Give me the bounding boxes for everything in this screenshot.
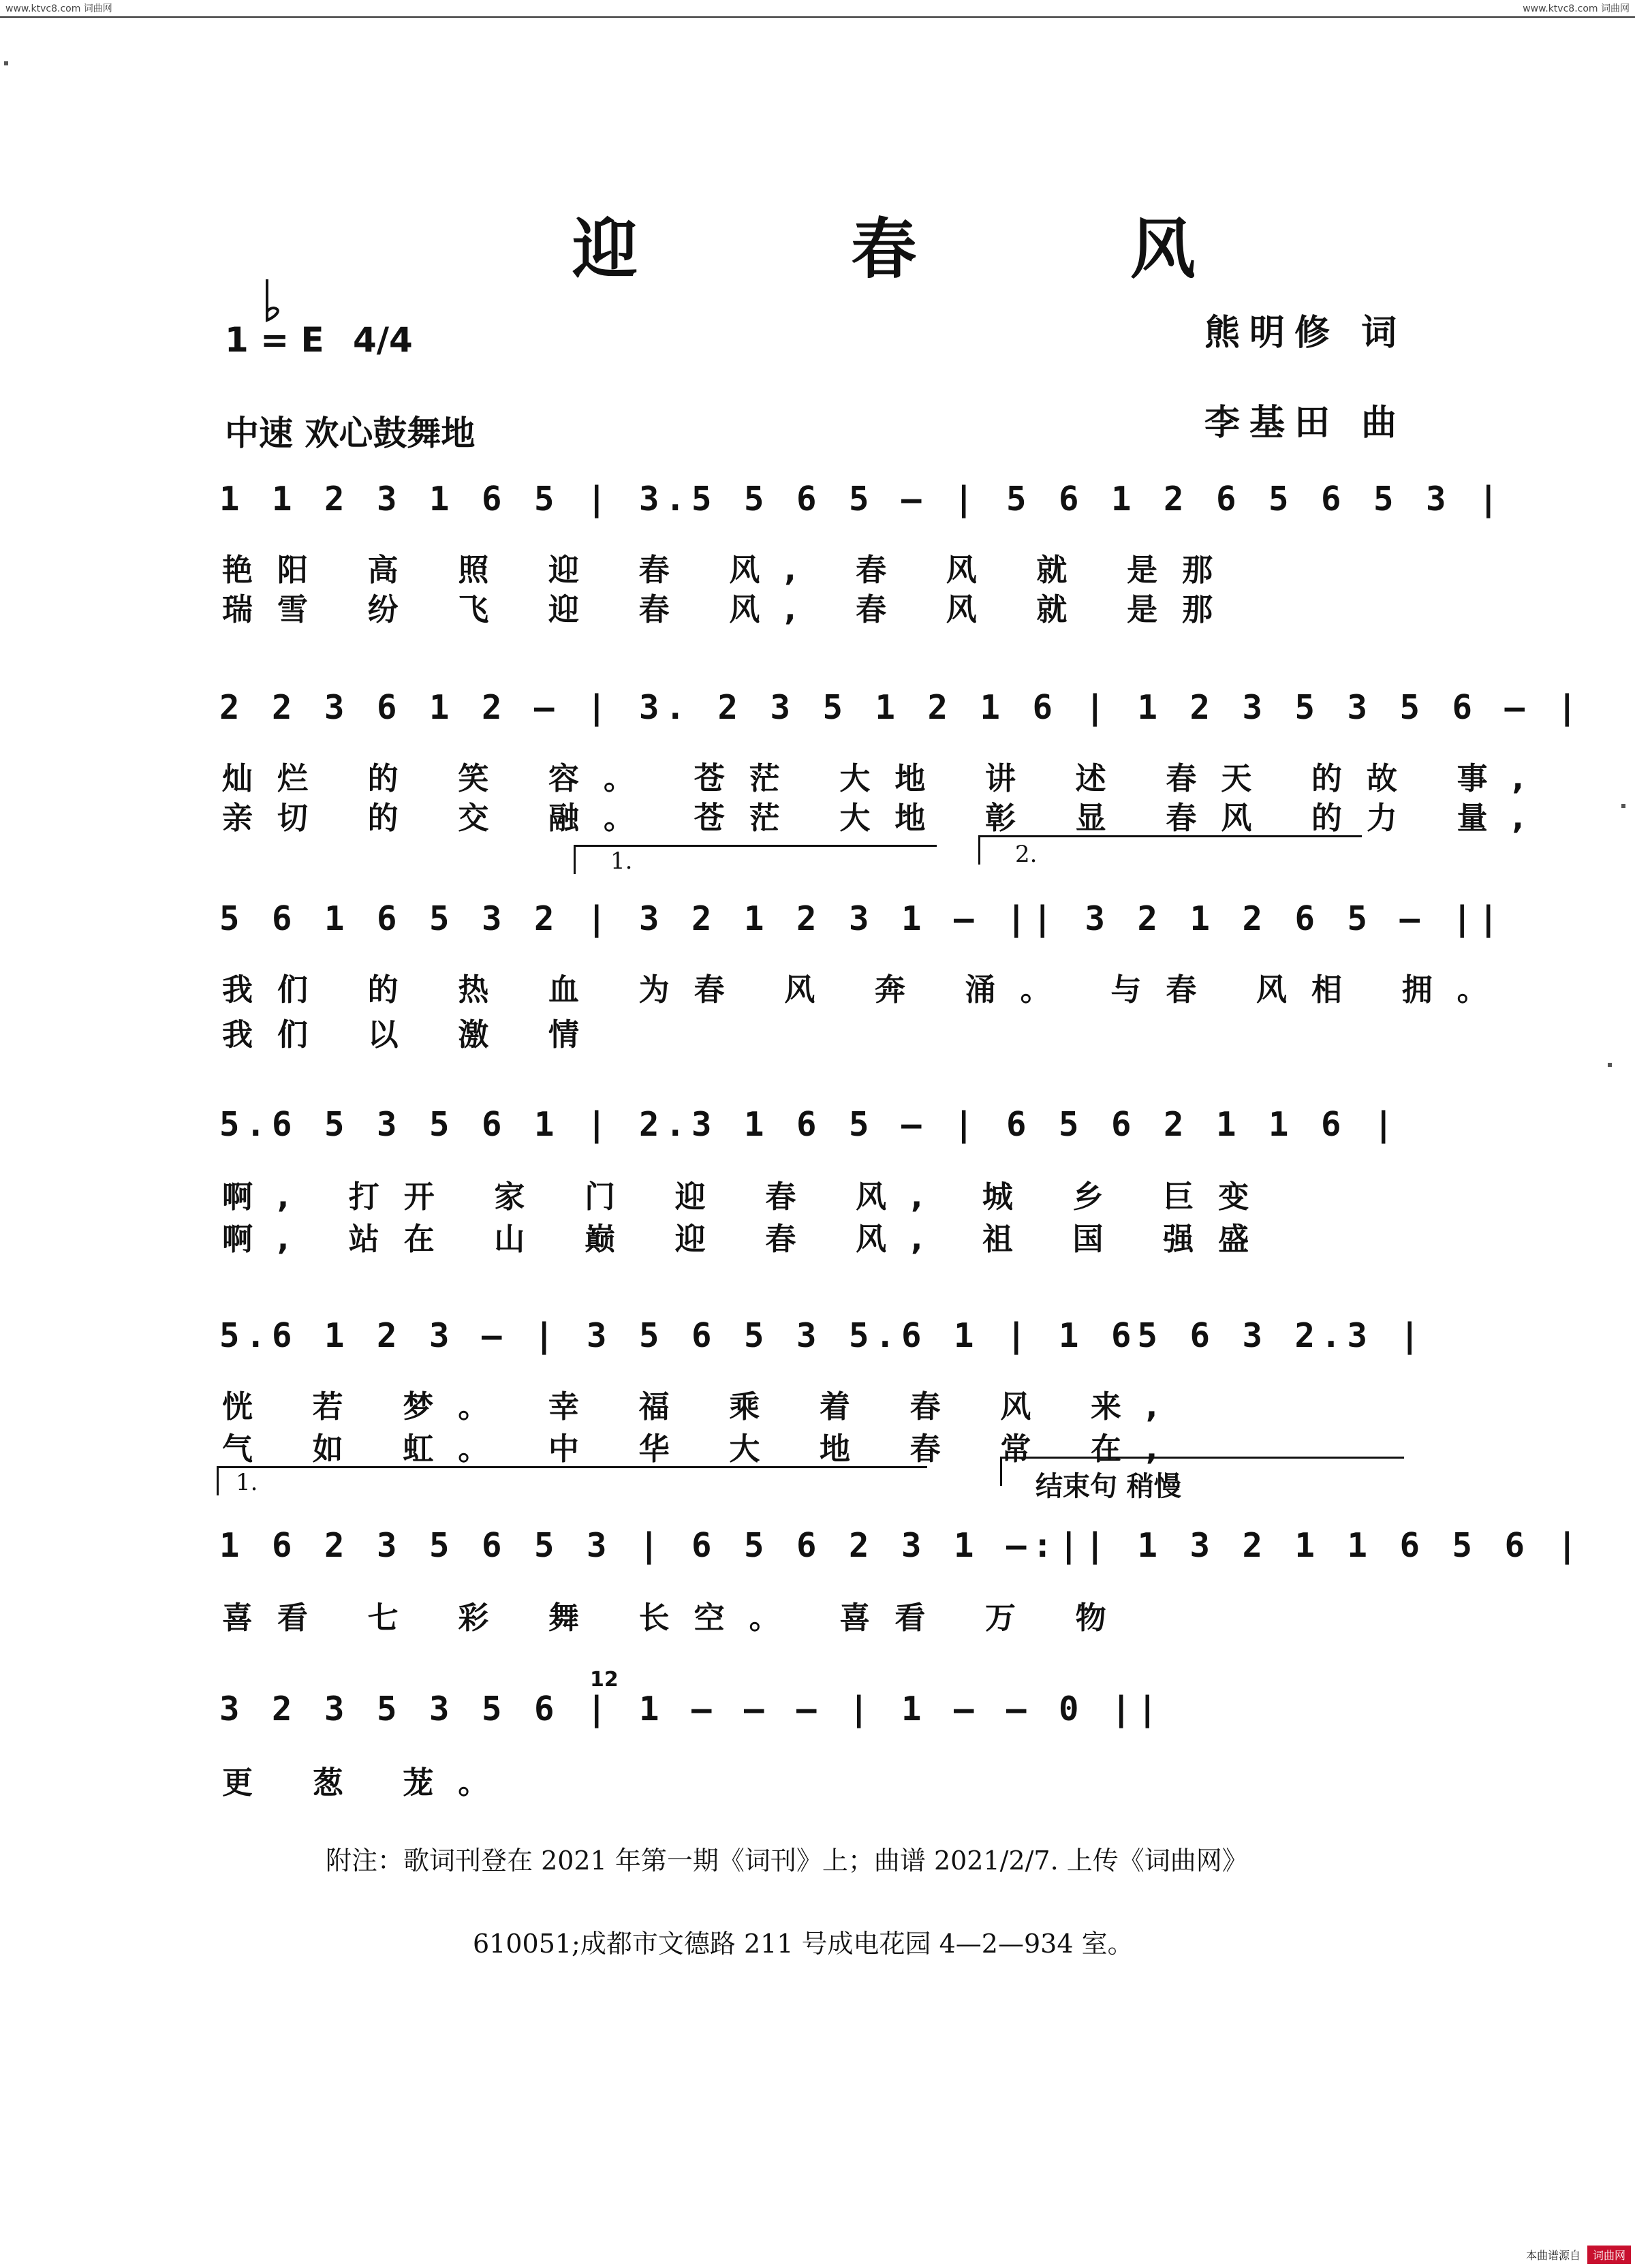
grace-note: 12 [590, 1668, 619, 1692]
watermark-right: www.ktvc8.com 词曲网 [1523, 3, 1630, 14]
lyric-line-4b: 啊, 站在 山 巅 迎 春 风, 祖 国 强盛 [222, 1221, 1274, 1257]
ending-annotation: 结束句 稍慢 [1036, 1471, 1181, 1502]
time-signature: 4/4 [353, 320, 413, 360]
source-badge [1522, 2246, 1631, 2264]
lyric-line-2a: 灿烂 的 笑 容。 苍茫 大地 讲 述 春天 的故 事, [222, 760, 1548, 796]
lyric-line-5b: 气 如 虹。 中 华 大 地 春 常 在, [222, 1431, 1183, 1467]
watermark-left: www.ktvc8.com 词曲网 [5, 3, 112, 14]
lyricist: 熊明修 词 [1204, 313, 1407, 354]
notation-line-2: 2 2 3 6 1 2 — | 3. 2 3 5 1 2 1 6 | 1 2 3 5 3 5 6 — | [219, 688, 1584, 727]
footnote-line-2: 610051;成都市文德路 211 号成电花园 4—2—934 室。 [473, 1929, 1134, 1959]
notation-line-4: 5.6 5 3 5 6 1 | 2.3 1 6 5 — | 6 5 6 2 1 1 6 | [219, 1105, 1400, 1144]
volta-label-1: 1. [610, 848, 633, 875]
lyric-line-4a: 啊, 打开 家 门 迎 春 风, 城 乡 巨变 [222, 1179, 1274, 1215]
volta-label-2: 2. [1015, 841, 1038, 868]
notation-line-5: 5.6 1 2 3 — | 3 5 6 5 3 5.6 1 | 1 65 6 3 2.3 | [219, 1316, 1427, 1355]
lyric-line-1a: 艳阳 高 照 迎 春 风, 春 风 就 是那 [222, 552, 1238, 588]
scan-mark [4, 61, 8, 65]
composer: 李基田 曲 [1204, 403, 1407, 444]
volta-bracket-3 [217, 1466, 927, 1495]
source-badge-brand: 词曲网 [1587, 2246, 1631, 2264]
notation-line-3: 5 6 1 6 5 3 2 | 3 2 1 2 3 1 — || 3 2 1 2 6 5 — || [219, 899, 1505, 938]
lyric-line-7a: 更 葱 茏。 [222, 1765, 514, 1801]
source-badge-text: 本曲谱源自 [1525, 2249, 1580, 2262]
notation-line-6: 1 6 2 3 5 6 5 3 | 6 5 6 2 3 1 —:|| 1 3 2 1 1 6 5 6 | [219, 1526, 1584, 1565]
lyric-line-3a: 我们 的 热 血 为春 风 奔 涌。 与春 风相 拥。 [222, 972, 1512, 1008]
lyric-line-5a: 恍 若 梦。 幸 福 乘 着 春 风 来, [222, 1388, 1183, 1425]
top-divider [0, 16, 1635, 18]
notation-line-7: 3 2 3 5 3 5 6 | 1 — — — | 1 — — 0 || [219, 1690, 1164, 1728]
scan-mark [1608, 1063, 1612, 1067]
volta-label-3: 1. [236, 1469, 258, 1496]
lyric-line-2b: 亲切 的 交 融。 苍茫 大地 彰 显 春风 的力 量, [222, 800, 1548, 836]
key-signature: 1 = E [225, 320, 324, 360]
tempo-marking: 中速 欢心鼓舞地 [225, 414, 476, 453]
notation-line-1: 1 1 2 3 1 6 5 | 3.5 5 6 5 — | 5 6 1 2 6 5 6 5 3 | [219, 480, 1505, 518]
lyric-line-6a: 喜看 七 彩 舞 长空。 喜看 万 物 [222, 1600, 1131, 1636]
lyric-line-3b: 我们 以 激 情 [222, 1016, 604, 1053]
song-title: 迎 春 风 [572, 211, 1291, 288]
scan-mark [1621, 804, 1625, 808]
flat-symbol-icon [264, 300, 285, 323]
lyric-line-1b: 瑞雪 纷 飞 迎 春 风, 春 风 就 是那 [222, 591, 1238, 627]
footnote-line-1: 附注：歌词刊登在 2021 年第一期《词刊》上；曲谱 2021/2/7. 上传《词曲网》 [326, 1846, 1248, 1876]
